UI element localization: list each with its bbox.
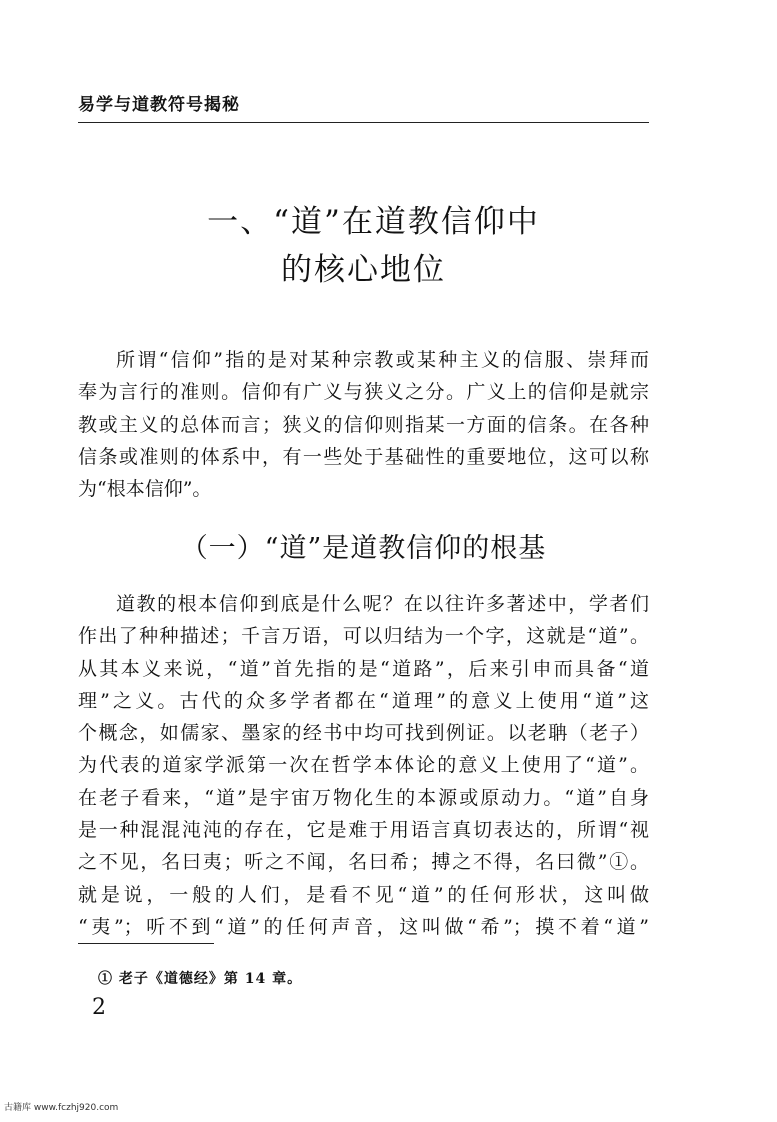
chapter-title [78,198,649,294]
paragraph-line: 为代表的道家学派第一次在哲学本体论的意义上使用了“道”。 [78,754,649,777]
watermark: 古籍库 www.fczhj920.com [4,1103,119,1113]
paragraph-line: 之不见，名曰夷；听之不闻，名曰希；搏之不得，名曰微”①。 [78,851,649,874]
paragraph-line: 是一种混混沌沌的存在，它是难于用语言真切表达的，所谓“视 [78,819,649,842]
paragraph-line: 为“根本信仰”。 [78,478,212,501]
section-title: （一）“道”是道教信仰的根基 [180,533,547,564]
paragraph-line: “夷”；听不到“道”的任何声音，这叫做“希”；摸不着“道” [78,915,649,938]
chapter-title-line-2: 的核心地位 [281,252,446,288]
chapter-title-line-1: 一、“道”在道教信仰中 [207,204,540,240]
paragraph-line: 在老子看来，“道”是宇宙万物化生的本源或原动力。“道”自身 [78,786,649,809]
paragraph-line: 道教的根本信仰到底是什么呢？在以往许多著述中，学者们 [116,593,649,615]
header-rule [78,122,649,123]
paragraph-1 [78,344,649,505]
paragraph-line: 作出了种种描述；千言万语，可以归结为一个字，这就是“道”。 [78,625,649,648]
running-header: 易学与道教符号揭秘 [78,95,240,115]
page-number: 2 [92,995,106,1020]
paragraph-line: 个概念，如儒家、墨家的经书中均可找到例证。以老聃（老子） [78,722,649,745]
paragraph-line: 奉为言行的准则。信仰有广义与狭义之分。广义上的信仰是就宗 [78,381,649,404]
footnote-rule [78,943,214,944]
paragraph-line: 就是说，一般的人们，是看不见“道”的任何形状，这叫做 [78,883,649,906]
paragraph-line: 理”之义。古代的众多学者都在“道理”的意义上使用“道”这 [78,689,649,712]
paragraph-line: 教或主义的总体而言；狭义的信仰则指某一方面的信条。在各种 [78,413,649,436]
paragraph-line: 信条或准则的体系中，有一些处于基础性的重要地位，这可以称 [78,445,649,468]
paragraph-line: 从其本义来说，“道”首先指的是“道路”，后来引申而具备“道 [78,657,649,680]
footnote: ① 老子《道德经》第 14 章。 [98,971,303,987]
paragraph-2 [78,588,649,943]
paragraph-line: 所谓“信仰”指的是对某种宗教或某种主义的信服、崇拜而 [116,349,649,371]
